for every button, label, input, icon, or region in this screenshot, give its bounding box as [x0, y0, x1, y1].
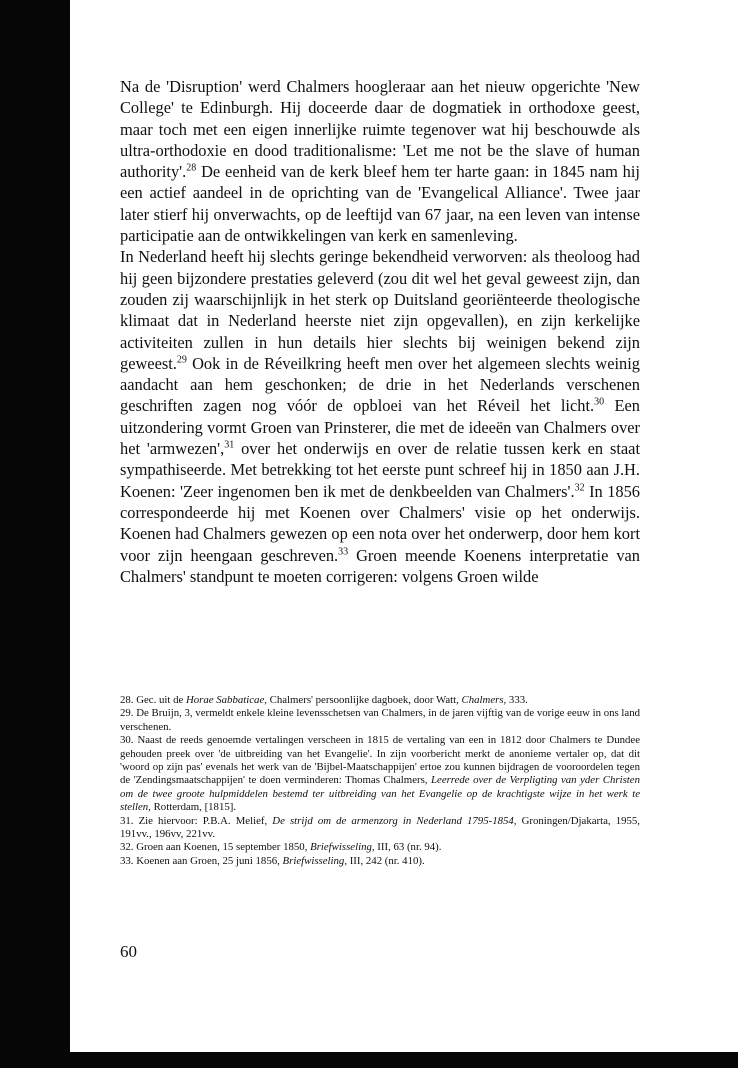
text: 33. Koenen aan Groen, 25 juni 1856, [120, 854, 283, 867]
text: 333. [506, 694, 528, 706]
text: 32. Groen aan Koenen, 15 september 1850, [120, 841, 311, 854]
text: 28. Gec. uit de [120, 694, 186, 706]
footnote-ref-28[interactable]: 28 [186, 162, 197, 174]
italic-title: De strijd om de armenzorg in Nederland 1795-1854, [272, 814, 517, 827]
paragraph-2 [120, 246, 640, 587]
scan-edge-left [0, 0, 70, 1068]
footnote-31 [120, 815, 640, 842]
body-text [120, 76, 640, 587]
text: Een uitzondering vormt Groen van Prinsterer, die met de ideeën van Chalmers over het 'armwezen', [120, 396, 640, 459]
footnote-ref-29[interactable]: 29 [176, 354, 187, 366]
footnote-30 [120, 734, 640, 814]
text: 29. De Bruijn, 3, vermeldt enkele kleine levensschetsen van Chalmers, in de jaren vijftig van de vorige eeuw in ons land verschenen. [120, 707, 640, 733]
text: Groningen/Djakarta, 1955, 191vv., 196vv, 221vv. [120, 814, 640, 841]
text: Ook in de Réveilkring heeft men over het algemeen slechts weinig aandacht aan hem geschonken; de drie in het Nederlands verschenen geschriften zagen nog vóór de opbloei van het Réveil het licht. [120, 353, 640, 416]
footnotes [120, 694, 640, 868]
text: 31. Zie hiervoor: P.B.A. Melief, [120, 814, 273, 827]
text: In Nederland heeft hij slechts geringe bekendheid verworven: als theoloog had hij geen bijzondere prestaties geleverd (zou dit wel het geval geweest zijn, dan zouden zij waarschijnlijk in het sterk op Duitsland georiënteerde theologische klimaat dat in Nederland heerste niet zijn opgevallen), en zijn kerkelijke activiteiten zullen in hun details hier slechts bij weinigen bekend zijn geweest. [120, 247, 640, 373]
text: Rotterdam, [1815]. [150, 801, 237, 814]
text: III, 63 (nr. 94). [374, 841, 442, 854]
text: III, 242 (nr. 410). [347, 854, 425, 867]
footnote-32 [120, 841, 640, 854]
text: Chalmers' persoonlijke dagboek, door Watt, [266, 694, 462, 706]
text: In 1856 correspondeerde hij met Koenen over Chalmers' visie op het onderwijs. Koenen had Chalmers gewezen op een nota over het onderwerp, door hem kort voor zijn heengaan geschreven. [120, 481, 640, 565]
page-number: 60 [120, 942, 137, 961]
footnote-ref-33[interactable]: 33 [338, 546, 349, 558]
text: over het onderwijs en over de relatie tussen kerk en staat sympathiseerde. Met betrekking tot het eerste punt schreef hij in 1850 aan J.H. Koenen: 'Zeer ingenomen ben ik met de denkbeelden van Chalmers'. [120, 439, 641, 501]
footnote-ref-30[interactable]: 30 [594, 396, 605, 408]
scan-edge-bottom [0, 1052, 738, 1068]
italic-title: Chalmers, [461, 694, 507, 706]
text: Na de 'Disruption' werd Chalmers hoogleraar aan het nieuw opgerichte 'New College' te Edinburgh. Hij doceerde daar de dogmatiek in orthodoxe geest, maar toch met een eigen innerlijke ruimte tegenover wat hij beschouwde als ultra-orthodoxie en dood traditionalisme: 'Let me not be the slave of human authority'. [120, 77, 640, 182]
italic-title: Briefwisseling, [310, 841, 375, 854]
text: De eenheid van de kerk bleef hem ter harte gaan: in 1845 nam hij een actief aandeel in de oprichting van de 'Evangelical Alliance'. Twee jaar later stierf hij onverwachts, op de leeftijd van 67 jaar, na een leven van intense participatie aan de ontwikkelingen van kerk en samenleving. [120, 162, 640, 246]
footnote-33 [120, 855, 640, 868]
footnote-ref-32[interactable]: 32 [574, 482, 585, 494]
text: Groen meende Koenens interpretatie van Chalmers' standpunt te moeten corrigeren: volgens Groen wilde [120, 545, 640, 586]
italic-title: Horae Sabbaticae, [185, 694, 267, 706]
footnote-ref-31[interactable]: 31 [224, 439, 235, 451]
paragraph-1 [120, 76, 640, 246]
italic-title: Leerrede over de Verpligting van yder Christen om de twee groote hulpmiddelen bestemd ter uitbreiding van het Evangelie op de krachtigste wijze in het werk te stellen, [120, 774, 640, 814]
italic-title: Briefwisseling, [282, 854, 348, 867]
text: 30. Naast de reeds genoemde vertalingen verscheen in 1815 de vertaling van een in 1812 door Chalmers te Dundee gehouden preek over 'de uitbreiding van het Evangelie'. In zijn voorbericht merkt de anonieme vertaler op, dat dit 'woord op zijn pas' evenals het werk van de 'Bijbel-Maatschappijen' ertoe zou kunnen bijdragen de vooroordelen tegen de 'Zendingsmaatschappijen' te doen verminderen: Thomas Chalmers, [120, 734, 640, 787]
footnote-29 [120, 707, 640, 734]
footnote-28 [120, 694, 640, 707]
